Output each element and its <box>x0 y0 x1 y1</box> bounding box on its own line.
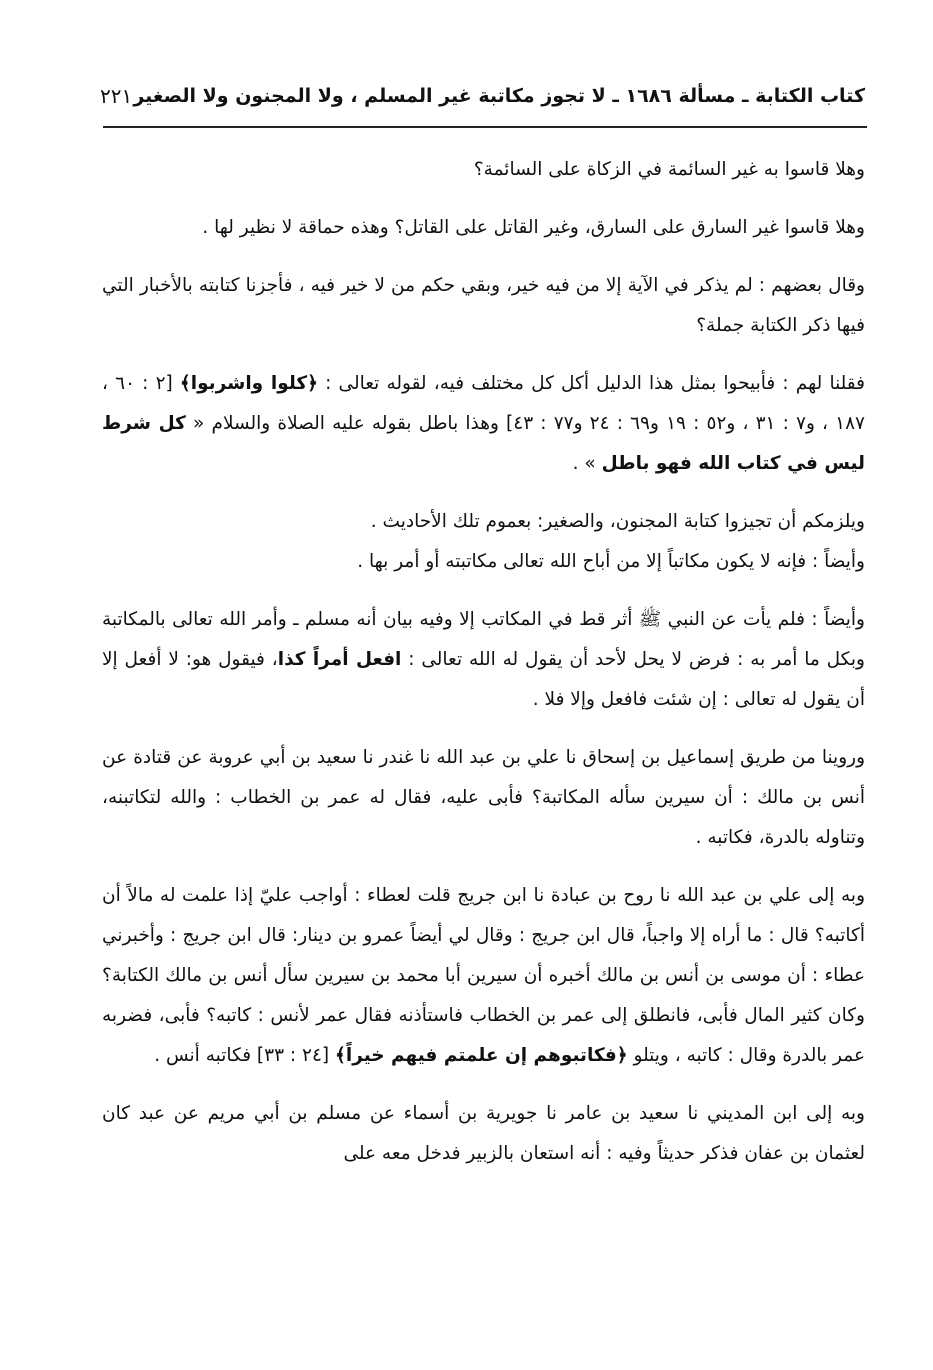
text-run: وأيضاً : فإنه لا يكون مكاتباً إلا من أباح الله تعالى مكاتبته أو أمر بها . <box>357 551 865 572</box>
paragraph <box>102 364 865 484</box>
text-run: [٢ : ٦٠ ، ١٨٧ ، و٧ : ٣١ ، و٥٢ : ١٩ و٦٩ : ٢٤ و٧٧ : ٤٣] وهذا باطل بقوله عليه الصلاة والسلام « <box>102 373 865 434</box>
text-run: فقلنا لهم : فأبيحوا بمثل هذا الدليل أكل كل مختلف فيه، لقوله تعالى : <box>317 373 865 394</box>
paragraph <box>102 876 865 1076</box>
paragraph <box>102 266 865 346</box>
paragraph <box>102 1094 865 1174</box>
paragraph <box>102 738 865 858</box>
emphasized-text: ﴿فكاتبوهم إن علمتم فيهم خيراً﴾ <box>335 1045 628 1066</box>
paragraph <box>102 600 865 720</box>
text-run: » . <box>572 453 602 474</box>
running-header <box>100 76 865 116</box>
paragraph <box>102 208 865 248</box>
emphasized-text: افعل أمراً كذا <box>277 649 402 670</box>
text-run: وبه إلى ابن المديني نا سعيد بن عامر نا جويرية بن أسماء عن مسلم بن أبي مريم عن عبد كان لعثمان بن عفان فذكر حديثاً وفيه : أنه استعان بالزبير فدخل معه على <box>102 1103 865 1164</box>
text-run: وهلا قاسوا به غير السائمة في الزكاة على السائمة؟ <box>473 159 865 180</box>
text-run: ويلزمكم أن تجيزوا كتابة المجنون، والصغير: بعموم تلك الأحاديث . <box>370 511 865 532</box>
paragraph <box>102 542 865 582</box>
header-title: كتاب الكتابة ـ مسألة ١٦٨٦ ـ لا تجوز مكاتبة غير المسلم ، ولا المجنون ولا الصغير <box>133 85 865 107</box>
text-run: وبه إلى علي بن عبد الله نا روح بن عبادة نا ابن جريج قلت لعطاء : أواجب عليّ إذا علمت له مالاً أن أكاتبه؟ قال : ما أراه إلا واجباً، قال ابن جريج : وقال لي أيضاً عمرو بن دينار: قال ابن جريج : وأخبرني عطاء : أن موسى بن أنس بن مالك أخبره أن سيرين أبا محمد بن سيرين سأل أنس بن مالك الكتابة؟ وكان كثير المال فأبى، فانطلق إلى عمر بن الخطاب فاستأذنه فقال عمر لأنس : كاتبه؟ فأبى، فضربه عمر بالدرة وقال : كاتبه ، ويتلو <box>102 885 865 1066</box>
page-number: ٢٢١ <box>100 84 133 108</box>
text-run: وقال بعضهم : لم يذكر في الآية إلا من فيه خير، وبقي حكم من لا خير فيه ، فأجزنا كتابته بالأخبار التي فيها ذكر الكتابة جملة؟ <box>102 275 865 336</box>
paragraph <box>102 150 865 190</box>
text-run: [٢٤ : ٣٣] فكاتبه أنس . <box>154 1045 336 1066</box>
body-text <box>102 150 865 1192</box>
text-run: وأيضاً : فلم يأت عن النبي ﷺ أثر قط في المكاتب إلا وفيه بيان أنه مسلم ـ وأمر الله تعالى بالمكاتبة وبكل ما أمر به : فرض لا يحل لأحد أن يقول له الله تعالى : <box>102 609 865 670</box>
paragraph <box>102 502 865 542</box>
text-run: ، فيقول هو: لا أفعل إلا أن يقول له تعالى : إن شئت فافعل وإلا فلا . <box>102 649 865 710</box>
emphasized-text: ﴿كلوا واشربوا﴾ <box>179 373 318 394</box>
text-run: وروينا من طريق إسماعيل بن إسحاق نا علي بن عبد الله نا غندر نا سعيد بن أبي عروبة عن قتادة عن أنس بن مالك : أن سيرين سأله المكاتبة؟ فأبى عليه، فقال له عمر بن الخطاب : والله لتكاتبنه، وتناوله بالدرة، فكاتبه . <box>102 747 865 848</box>
header-divider <box>103 126 867 128</box>
text-run: وهلا قاسوا غير السارق على السارق، وغير القاتل على القاتل؟ وهذه حماقة لا نظير لها . <box>202 217 865 238</box>
emphasized-text: كل شرط ليس في كتاب الله فهو باطل <box>102 413 865 474</box>
